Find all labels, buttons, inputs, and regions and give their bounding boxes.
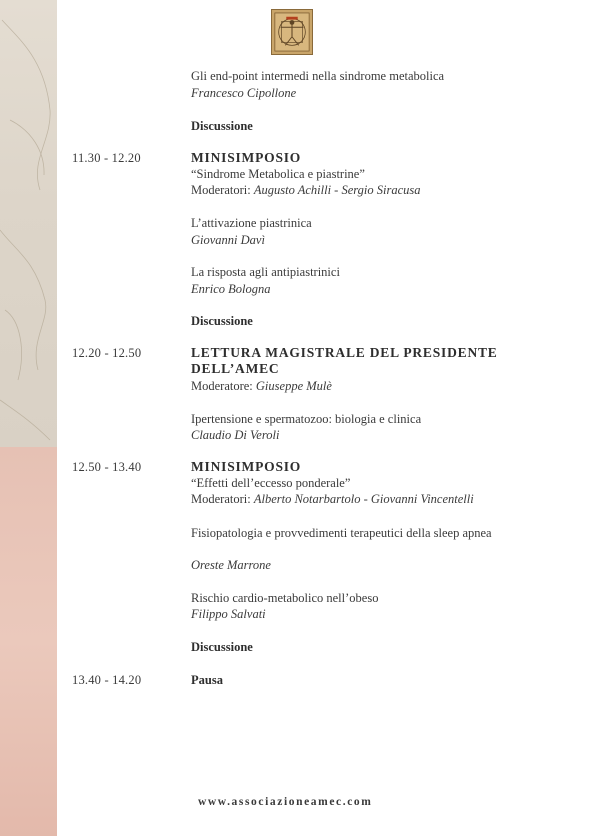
- talk-speaker: Filippo Salvati: [191, 607, 266, 621]
- talk-title: L’attivazione piastrinica: [191, 216, 312, 230]
- vitruvian-man-logo-icon: [272, 10, 312, 54]
- talk-speaker: Oreste Marrone: [191, 558, 271, 572]
- moderators-label: Moderatori:: [191, 492, 254, 506]
- session-time: 12.20 - 12.50: [72, 346, 142, 360]
- session-moderators: [191, 183, 421, 198]
- session-title: MINISIMPOSIO: [191, 459, 302, 474]
- session-time: 11.30 - 12.20: [72, 151, 141, 165]
- talk-title: Gli end-point intermedi nella sindrome metabolica: [191, 69, 445, 83]
- moderators-names: Alberto Notarbartolo - Giovanni Vincentelli: [253, 492, 474, 506]
- talk-speaker: Giovanni Davì: [191, 233, 265, 247]
- footer-website-link[interactable]: www.associazioneamec.com: [198, 796, 373, 808]
- pause-label: Pausa: [191, 673, 223, 687]
- talk-title: La risposta agli antipiastrinici: [191, 265, 340, 279]
- talk-speaker: Francesco Cipollone: [191, 86, 297, 100]
- discussion-label: Discussione: [191, 119, 253, 133]
- session-title: LETTURA MAGISTRALE DEL PRESIDENTE: [191, 345, 498, 360]
- session-subtitle: “Effetti dell’eccesso ponderale”: [191, 476, 351, 490]
- session-time: 13.40 - 14.20: [72, 673, 142, 687]
- logo: [271, 9, 313, 55]
- moderator-name: Giuseppe Mulè: [255, 379, 332, 393]
- session-title-continued: DELL’AMEC: [191, 361, 280, 376]
- moderators-names: Augusto Achilli - Sergio Siracusa: [253, 183, 421, 197]
- session-title: MINISIMPOSIO: [191, 150, 302, 165]
- talk-title: Ipertensione e spermatozoo: biologia e clinica: [191, 412, 422, 426]
- side-band-bottom: [0, 447, 57, 836]
- session-moderators: [191, 492, 474, 507]
- discussion-label: Discussione: [191, 314, 253, 328]
- session-subtitle: “Sindrome Metabolica e piastrine”: [191, 167, 365, 181]
- talk-speaker: Enrico Bologna: [191, 282, 271, 296]
- session-moderators: [191, 379, 332, 394]
- talk-speaker: Claudio Di Veroli: [191, 428, 280, 442]
- session-time: 12.50 - 13.40: [72, 460, 142, 474]
- moderator-label: Moderatore:: [191, 379, 256, 393]
- moderators-label: Moderatori:: [191, 183, 254, 197]
- sketch-decoration: [0, 0, 57, 447]
- talk-title: Fisiopatologia e provvedimenti terapeutici della sleep apnea: [191, 526, 492, 540]
- talk-title: Rischio cardio-metabolico nell’obeso: [191, 591, 379, 605]
- discussion-label: Discussione: [191, 640, 253, 654]
